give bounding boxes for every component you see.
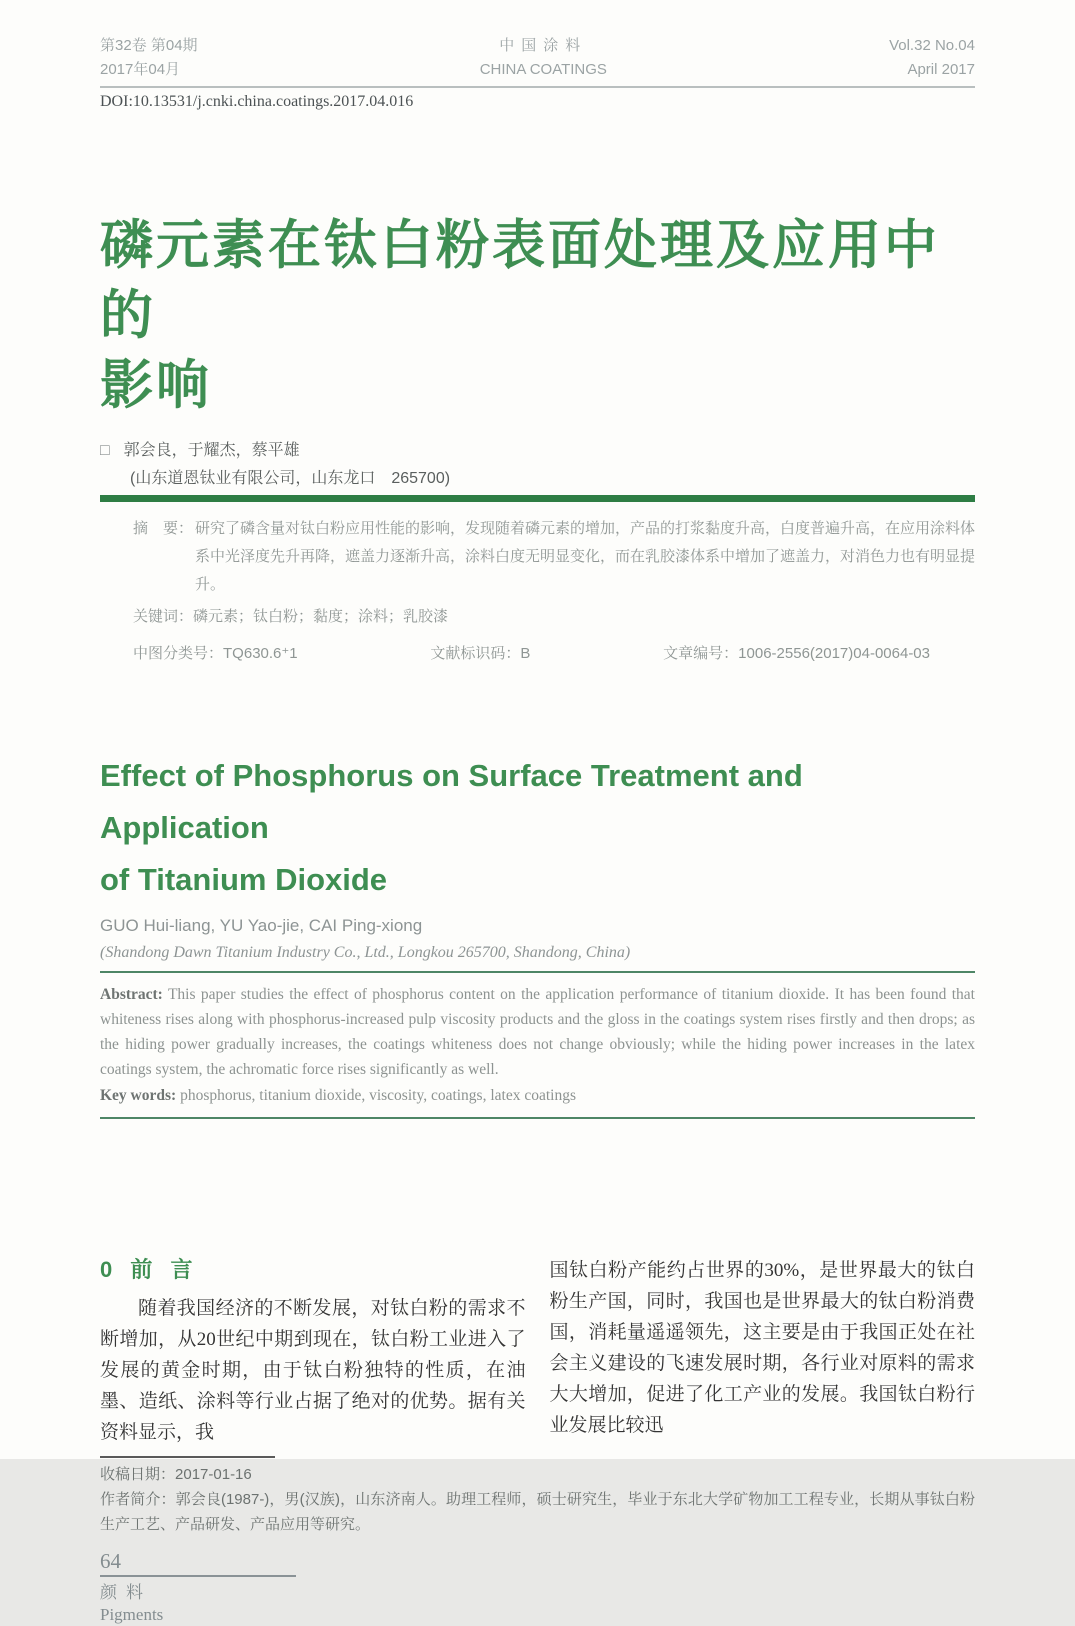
article-title-en [100, 750, 975, 906]
keywords-cn-row [133, 603, 975, 631]
clc-value: TQ630.6⁺1 [223, 645, 298, 662]
article-title-cn-line1: 磷元素在钛白粉表面处理及应用中的 [100, 216, 940, 345]
masthead-issue-cn [100, 34, 198, 82]
body-column-left [100, 1255, 526, 1448]
page-number: 64 [100, 1549, 121, 1573]
article-title-en-line2: of Titanium Dioxide [100, 862, 388, 897]
abstract-text-en: This paper studies the effect of phosphorus content on the application performance of titanium dioxide. It has been found that whiteness rises along with phosphorus-increased pulp viscosity products and the gloss in the coatings system rises firstly and then drops; as the hiding power gradually increases, the coatings whiteness does not change obviously; while the hiding power increases in the latex coatings system, the achromatic force rises significantly as well. [100, 986, 975, 1078]
footnote-block [100, 1456, 975, 1537]
doc-code-value: B [520, 645, 531, 662]
article-id-label: 文章编号： [663, 645, 739, 662]
doi: DOI:10.13531/j.cnki.china.coatings.2017.04.016 [100, 93, 414, 110]
doc-code-item [430, 640, 530, 668]
section-heading-intro: 0 前 言 [100, 1257, 193, 1282]
author-bio-text: 郭会良(1987-)，男(汉族)，山东济南人。助理工程师，硕士研究生，毕业于东北大学矿物加工工程专业，长期从事钛白粉生产工艺、产品研发、产品应用等研究。 [100, 1491, 975, 1533]
keywords-en-row [100, 1083, 975, 1108]
keywords-label-en: Key words: [100, 1087, 177, 1104]
thin-green-rule-top [100, 971, 975, 973]
received-date-row [100, 1462, 975, 1487]
author-bio [100, 1487, 975, 1537]
abstract-text-cn: 研究了磷含量对钛白粉应用性能的影响，发现随着磷元素的增加，产品的打浆黏度升高，白度普遍升高，在应用涂料体系中光泽度先升再降，遮盖力逐渐升高，涂料白度无明显变化，而在乳胶漆体系中增加了遮盖力，对消色力也有明显提升。 [195, 520, 976, 593]
thin-green-rule-bottom [100, 1117, 975, 1119]
date-cn: 2017年04月 [100, 61, 181, 78]
abstract-cn [133, 515, 975, 599]
abstract-en [100, 982, 975, 1082]
clc-item [133, 640, 298, 668]
volume-issue-cn: 第32卷 第04期 [100, 37, 198, 54]
article-title-en-line1: Effect of Phosphorus on Surface Treatment and Application [100, 758, 803, 845]
keywords-en: phosphorus, titanium dioxide, viscosity, coatings, latex coatings [176, 1087, 576, 1104]
authors-en: GUO Hui-liang, YU Yao-jie, CAI Ping-xiong [100, 916, 423, 935]
affiliation-cn: (山东道恩钛业有限公司，山东龙口 265700) [130, 470, 451, 487]
journal-name-en: CHINA COATINGS [479, 61, 607, 78]
page-footer [100, 1549, 975, 1626]
journal-masthead [100, 34, 975, 88]
footer-divider [100, 1575, 296, 1577]
abstract-block-cn [133, 515, 975, 668]
keywords-cn: 磷元素；钛白粉；黏度；涂料；乳胶漆 [193, 608, 449, 625]
article-id-item [663, 640, 930, 668]
body-paragraph-left: 随着我国经济的不断发展，对钛白粉的需求不断增加，从20世纪中期到现在，钛白粉工业进入了发展的黄金时期，由于钛白粉独特的性质，在油墨、造纸、涂料等行业占据了绝对的优势。据有关资料显示，我 [100, 1298, 526, 1443]
date-en: April 2017 [907, 61, 975, 78]
journal-name-cn: 中国涂料 [499, 37, 588, 54]
body-columns [100, 1255, 975, 1448]
clc-label: 中图分类号： [133, 645, 224, 662]
article-id-value: 1006-2556(2017)04-0064-03 [738, 645, 930, 662]
abstract-label-cn: 摘 要： [133, 520, 194, 537]
body-column-right [550, 1255, 976, 1448]
masthead-journal-name [480, 34, 607, 82]
article-title-cn-line2: 影响 [100, 356, 212, 415]
classification-row [133, 640, 975, 668]
abstract-label-en: Abstract: [100, 986, 163, 1003]
footer-section-cn: 颜料 [100, 1583, 152, 1602]
keywords-label-cn: 关键词： [133, 608, 194, 625]
authors-cn-row [100, 437, 975, 460]
footer-section-en: Pigments [100, 1605, 164, 1624]
doc-code-label: 文献标识码： [430, 645, 521, 662]
article-title-cn [100, 211, 975, 421]
thick-green-rule [100, 495, 975, 502]
affiliation-en: (Shandong Dawn Titanium Industry Co., Ltd., Longkou 265700, Shandong, China) [100, 944, 631, 961]
footnote-divider [100, 1456, 275, 1458]
volume-issue-en: Vol.32 No.04 [889, 37, 975, 54]
authors-cn: 郭会良，于耀杰，蔡平雄 [123, 442, 300, 459]
masthead-issue-en [889, 34, 975, 82]
received-date-value: 2017-01-16 [175, 1466, 252, 1483]
received-date-label: 收稿日期： [100, 1466, 176, 1483]
author-bio-label: 作者简介： [100, 1491, 176, 1508]
author-marker-square: □ [100, 442, 110, 459]
body-paragraph-right: 国钛白粉产能约占世界的30%，是世界最大的钛白粉生产国，同时，我国也是世界最大的钛白粉消费国，消耗量遥遥领先，这主要是由于我国正处在社会主义建设的飞速发展时期，各行业对原料的需求大大增加，促进了化工产业的发展。我国钛白粉行业发展比较迅 [549, 1260, 975, 1436]
